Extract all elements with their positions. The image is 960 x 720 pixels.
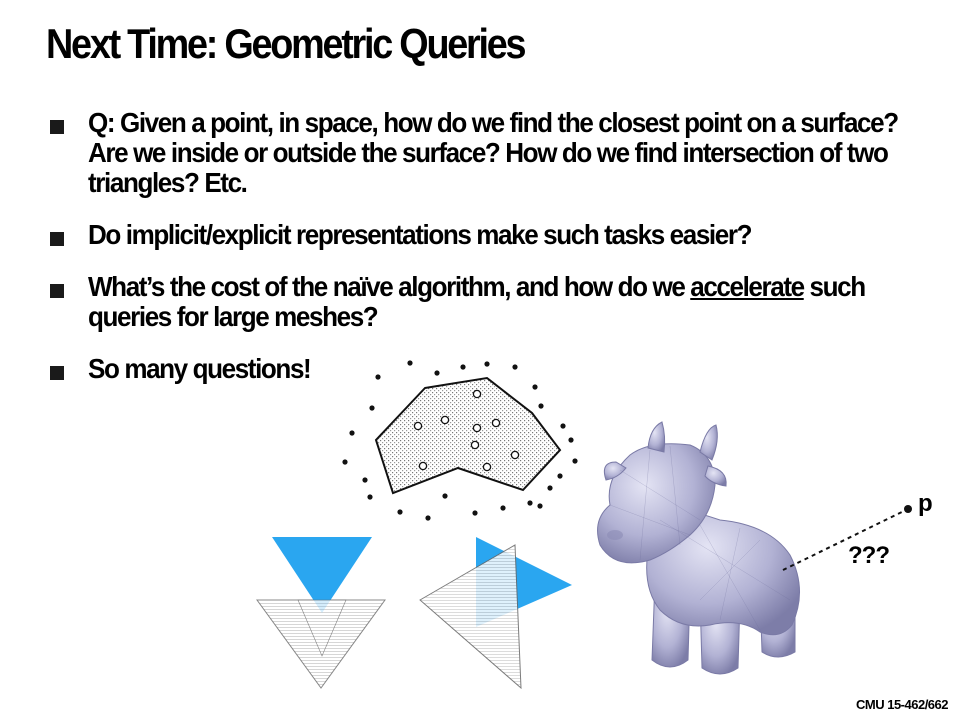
bullet-text: Q: Given a point, in space, how do we find the closest point on a surface? Are we inside or outside the surface? How do we find intersection of two triangles? Etc.: [88, 107, 898, 198]
cow-nostril: [607, 530, 623, 540]
slide-title: Next Time: Geometric Queries: [46, 20, 525, 67]
cow-horn: [648, 422, 665, 452]
hatched-triangle: [420, 545, 521, 688]
query-point: [904, 505, 912, 513]
triangle-intersection-figure-1: [257, 537, 385, 688]
triangle-intersection-figure-2: [420, 537, 572, 688]
convex-polygon: [376, 378, 560, 493]
cow-mesh-figure: [598, 422, 800, 674]
point-p-label: p: [918, 490, 932, 517]
bullet-text-part: What’s the cost of the naïve algorithm, and how do we: [88, 271, 691, 302]
polygon-point-cloud-figure: [342, 360, 577, 520]
course-footer: CMU 15-462/662: [856, 697, 948, 712]
dashed-distance-line: [783, 509, 908, 570]
question-marks-label: ???: [848, 542, 889, 569]
accelerate-emphasis: accelerate: [690, 271, 804, 302]
bullet-text: Do implicit/explicit representations make such tasks easier?: [88, 219, 752, 250]
bullet-text-part: such queries for large meshes?: [88, 271, 865, 332]
bullet-text: So many questions!: [88, 353, 311, 384]
